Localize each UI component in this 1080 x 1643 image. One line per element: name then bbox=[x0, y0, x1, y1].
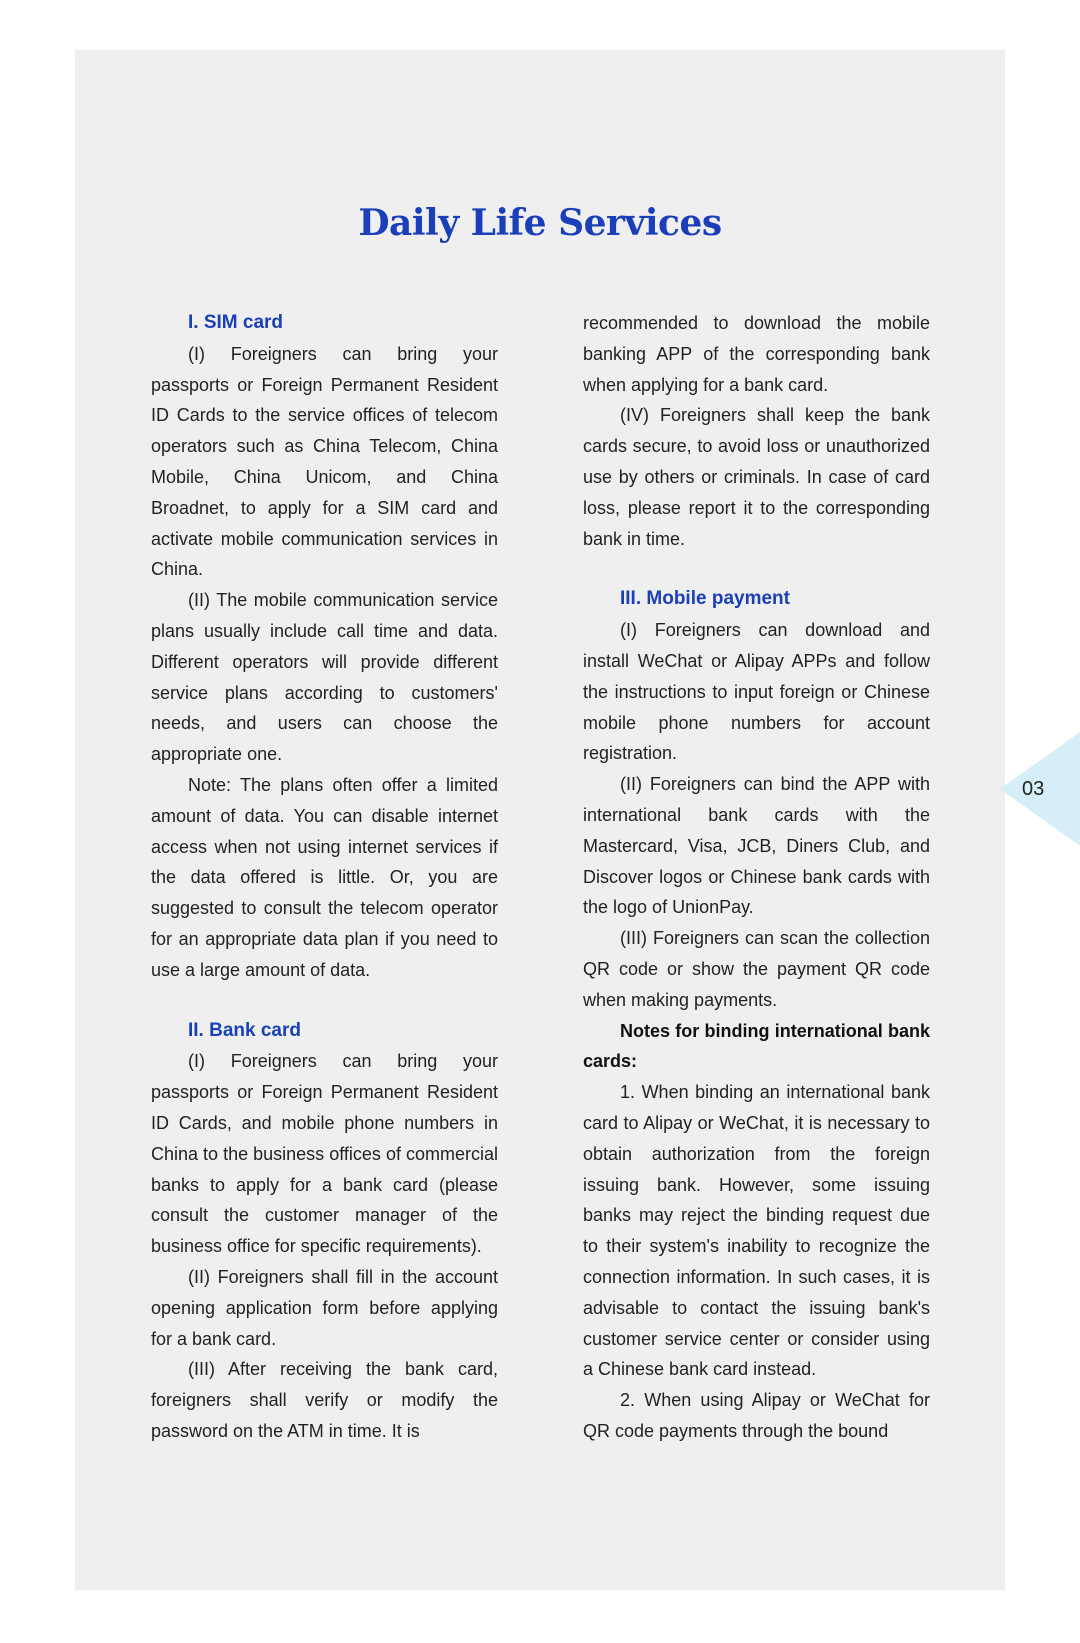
section-heading-mobile-payment: III. Mobile payment bbox=[620, 588, 790, 610]
left-column bbox=[151, 308, 498, 1447]
notes-heading: Notes for binding international bank cards: bbox=[583, 1020, 930, 1072]
numbered-note: 1. When binding an international bank card to Alipay or WeChat, it is necessary to obtain authorization from the foreign issuing bank. However, some issuing banks may reject the binding request due to their system's inability to recognize the connection information. In such cases, it is advisable to contact the issuing bank's customer service center or consider using a Chinese bank card instead. bbox=[583, 1082, 930, 1380]
paragraph-continued: recommended to download the mobile banking APP of the corresponding bank when applying for a bank card. bbox=[583, 313, 930, 395]
paragraph: (I) Foreigners can download and install WeChat or Alipay APPs and follow the instructions to input foreign or Chinese mobile phone numbers for account registration. bbox=[583, 620, 930, 764]
paragraph: (I) Foreigners can bring your passports or Foreign Permanent Resident ID Cards to the service offices of telecom operators such as China Telecom, China Mobile, China Unicom, and China Broadnet, to apply for a SIM card and activate mobile communication services in China. bbox=[151, 343, 498, 580]
section-heading-bank-card: II. Bank card bbox=[188, 1019, 301, 1041]
section-gap bbox=[583, 554, 930, 584]
paragraph: (I) Foreigners can bring your passports or Foreign Permanent Resident ID Cards, and mobile phone numbers in China to the business offices of commercial banks to apply for a bank card (please consult the customer manager of the business office for specific requirements). bbox=[151, 1051, 498, 1257]
paragraph: (III) After receiving the bank card, foreigners shall verify or modify the password on the ATM in time. It is bbox=[151, 1359, 498, 1441]
paragraph: (II) Foreigners shall fill in the account opening application form before applying for a bank card. bbox=[151, 1266, 498, 1349]
numbered-note: 2. When using Alipay or WeChat for QR code payments through the bound bbox=[583, 1390, 930, 1441]
paragraph: (III) Foreigners can scan the collection QR code or show the payment QR code when making payments. bbox=[583, 928, 930, 1010]
page-number: 03 bbox=[1022, 778, 1045, 800]
page-title: Daily Life Services bbox=[358, 202, 722, 244]
section-heading-sim-card: I. SIM card bbox=[188, 312, 284, 333]
paragraph: (II) Foreigners can bind the APP with international bank cards with the Mastercard, Visa, JCB, Diners Club, and Discover logos or Chinese bank cards with the logo of UnionPay. bbox=[583, 774, 930, 918]
page bbox=[75, 50, 1005, 1590]
right-column bbox=[583, 308, 930, 1447]
note-paragraph: Note: The plans often offer a limited amount of data. You can disable internet access when not using internet services if the data offered is little. Or, you are suggested to consult the telecom operator for an appropriate data plan if you need to use a large amount of data. bbox=[151, 774, 498, 980]
section-gap bbox=[151, 986, 498, 1016]
paragraph: (IV) Foreigners shall keep the bank cards secure, to avoid loss or unauthorized use by others or criminals. In case of card loss, please report it to the corresponding bank in time. bbox=[583, 405, 930, 549]
paragraph: (II) The mobile communication service plans usually include call time and data. Different operators will provide different service plans according to customers' needs, and users can choose the appropriate one. bbox=[151, 590, 498, 765]
